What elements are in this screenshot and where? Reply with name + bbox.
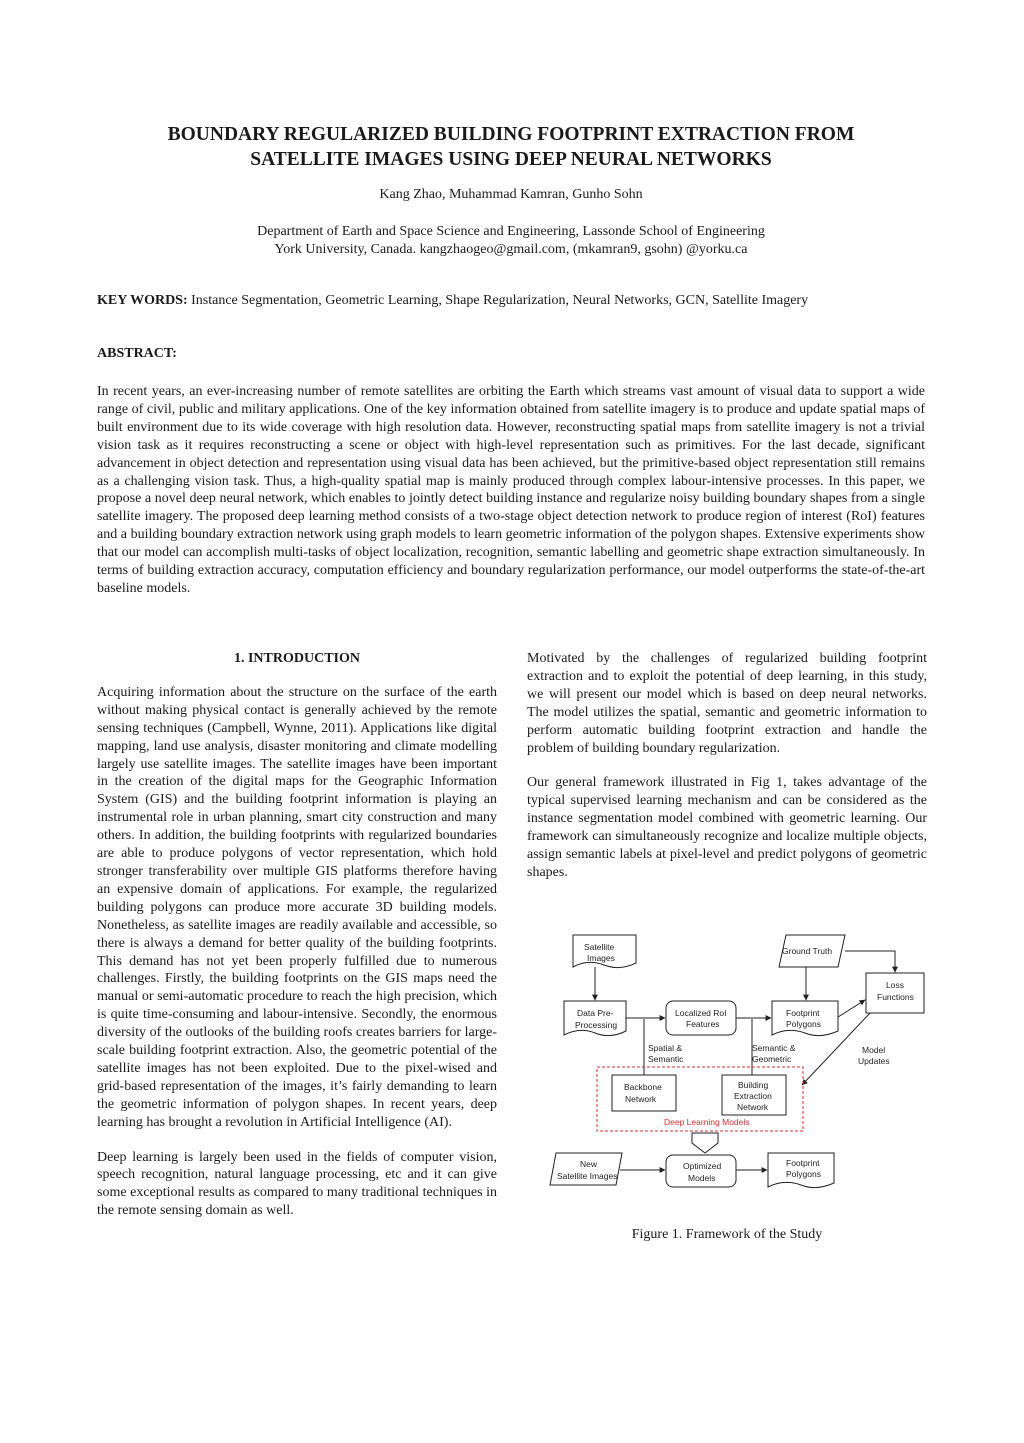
- ground-truth-label: Ground Truth: [782, 946, 833, 956]
- figure-caption: Figure 1. Framework of the Study: [631, 1227, 823, 1242]
- intro-paragraph-4: Our general framework illustrated in Fig 1, takes advantage of the typical supervised learning mechanism and can be considered as the instance segmentation model combined with geometric learning. Our framework can simultaneously recognize and localize multiple objects, assign semantic labels at pixel-level and predict polygons of geometric shapes.: [527, 775, 927, 880]
- abstract-text: In recent years, an ever-increasing number of remote satellites are orbiting the Earth which streams vast amount of visual data to support a wide range of civil, public and military applications. One of the key information obtained from satellite imagery is to produce and update spatial maps of built environment due to its wide coverage with high resolution data. However, reconstructing spatial maps from satellite imagery is not a trivial vision task as it requires reconstructing a scene or object with high-level representation such as primitives. For the last decade, significant advancement in object detection and representation using visual data has been achieved, but the primitive-based object representation still remains as a challenging vision task. Thus, a high-quality spatial map is mainly produced through complex labour-intensive processes. In this paper, we propose a novel deep neural network, which enables to jointly detect building instance and regularize noisy building boundary shapes from a single satellite imagery. The proposed deep learning method consists of a two-stage object detection network to produce region of interest (RoI) features and a building boundary extraction network using graph models to learn geometric information of the polygon shapes. Extensive experiments show that our model can accomplish multi-tasks of object localization, recognition, semantic labelling and geometric shape extraction simultaneously. In terms of building extraction accuracy, computation efficiency and boundary regularization performance, our model outperforms the state-of-the-art baseline models.: [97, 384, 925, 596]
- footprint-polygons-output-label-1: Footprint: [786, 1158, 820, 1168]
- footprint-polygons-output-label-2: Polygons: [786, 1169, 821, 1179]
- optimized-models-label-2: Models: [688, 1173, 716, 1183]
- loss-functions-label-2: Functions: [877, 992, 914, 1002]
- arrow-groundtruth-to-loss: [845, 951, 895, 972]
- down-pointer-shape: [692, 1133, 718, 1153]
- satellite-images-label-1: Satellite: [584, 942, 615, 952]
- footprint-polygons-label-1: Footprint: [786, 1008, 820, 1018]
- right-column: [527, 650, 927, 899]
- intro-paragraph-3: Motivated by the challenges of regularized building footprint extraction and to exploit the potential of deep learning, in this study, we will present our model which is based on deep neural networks. The model utilizes the spatial, semantic and geometric information to perform automatic building footprint extraction and handle the problem of building boundary regularization.: [527, 651, 927, 756]
- roi-features-node: [666, 1001, 736, 1035]
- affiliation-line-1: Department of Earth and Space Science and Engineering, Lassonde School of Engineering: [257, 224, 765, 239]
- title-line-1: BOUNDARY REGULARIZED BUILDING FOOTPRINT EXTRACTION FROM: [167, 124, 855, 145]
- framework-diagram: [540, 925, 930, 1215]
- keywords-label: KEY WORDS:: [97, 293, 188, 308]
- backbone-network-label-1: Backbone: [624, 1082, 662, 1092]
- satellite-images-label-2: Images: [587, 953, 615, 963]
- left-column: [97, 650, 497, 1237]
- model-updates-label-1: Model: [862, 1045, 886, 1055]
- optimized-models-label-1: Optimized: [683, 1161, 722, 1171]
- data-preprocessing-node: [564, 1001, 626, 1036]
- title-line-2: SATELLITE IMAGES USING DEEP NEURAL NETWORKS: [250, 149, 772, 170]
- backbone-network-label-2: Network: [625, 1094, 657, 1104]
- data-preprocessing-label-1: Data Pre-: [577, 1008, 614, 1018]
- semantic-geometric-label-2: Geometric: [752, 1054, 792, 1064]
- arrow-footprint-to-loss: [838, 1000, 865, 1017]
- intro-paragraph-1: Acquiring information about the structure on the surface of the earth without making physical contact is generally achieved by the remote sensing techniques (Campbell, Wynne, 2011). Applications like digital mapping, land use analysis, disaster monitoring and climate modelling largely use satellite images. The satellite images have been important in the creation of the digital maps for the Geographic Information System (GIS) and the building footprint information is playing an instrumental role in urban planning, smart city construction and many others. In addition, the building footprints with regularized boundaries are able to produce polygons of vector representation, which hold stronger transferability over multiple GIS platforms therefore having an expensive domain of applications. For example, the regularized building polygons can produce more accurate 3D building models. Nonetheless, as satellite images are readily available and accessible, so there is always a demand for better quality of the building footprints. This demand has not yet been properly fulfilled due to numerous challenges. Firstly, the building footprints on the GIS maps need the manual or semi-automatic procedure to reach the high precision, which is quite time-consuming and labour-intensive. Secondly, the enormous diversity of the outlooks of the building roofs creates barriers for large-scale building footprint extraction. Also, the geometric potential of the satellite images has not been exploited. Due to the pixel-wised and grid-based representation of the images, it’s fairly demanding to learn the geometric information of polygon shapes. In recent years, deep learning has brought a revolution in Artificial Intelligence (AI).: [97, 684, 497, 1130]
- building-extraction-label-2: Extraction: [734, 1091, 772, 1101]
- footprint-polygons-label-2: Polygons: [786, 1019, 821, 1029]
- abstract-heading: ABSTRACT:: [97, 346, 177, 361]
- semantic-geometric-label-1: Semantic &: [752, 1043, 796, 1053]
- keywords-text: Instance Segmentation, Geometric Learning, Shape Regularization, Neural Networks, GCN, Satellite Imagery: [187, 293, 809, 308]
- new-satellite-images-label-2: Satellite Images: [557, 1171, 618, 1181]
- framework-figure: [540, 925, 930, 1225]
- data-preprocessing-label-2: Processing: [575, 1020, 618, 1030]
- building-extraction-label-3: Network: [737, 1102, 769, 1112]
- backbone-network-node: [612, 1075, 676, 1111]
- intro-paragraph-2: Deep learning is largely been used in the fields of computer vision, speech recognition, natural language processing, etc and it can give some exceptional results as compared to many traditional techniques in the remote sensing domain as well.: [97, 1149, 497, 1219]
- deep-learning-models-label: Deep Learning Models: [664, 1117, 750, 1127]
- paper-title: [96, 122, 926, 172]
- model-updates-label-2: Updates: [858, 1056, 890, 1066]
- building-extraction-label-1: Building: [738, 1080, 769, 1090]
- new-satellite-images-label-1: New: [580, 1159, 598, 1169]
- affiliation: [96, 223, 926, 259]
- roi-features-label-2: Features: [686, 1019, 720, 1029]
- spatial-semantic-label-2: Semantic: [648, 1054, 684, 1064]
- loss-functions-label-1: Loss: [886, 980, 904, 990]
- affiliation-line-2: York University, Canada. kangzhaogeo@gmail.com, (mkamran9, gsohn) @yorku.ca: [274, 242, 748, 257]
- spatial-semantic-label-1: Spatial &: [648, 1043, 683, 1053]
- roi-features-label-1: Localized RoI: [675, 1008, 727, 1018]
- keywords: [97, 293, 927, 309]
- authors: Kang Zhao, Muhammad Kamran, Gunho Sohn: [379, 187, 643, 202]
- section-heading-introduction: 1. INTRODUCTION: [233, 651, 360, 666]
